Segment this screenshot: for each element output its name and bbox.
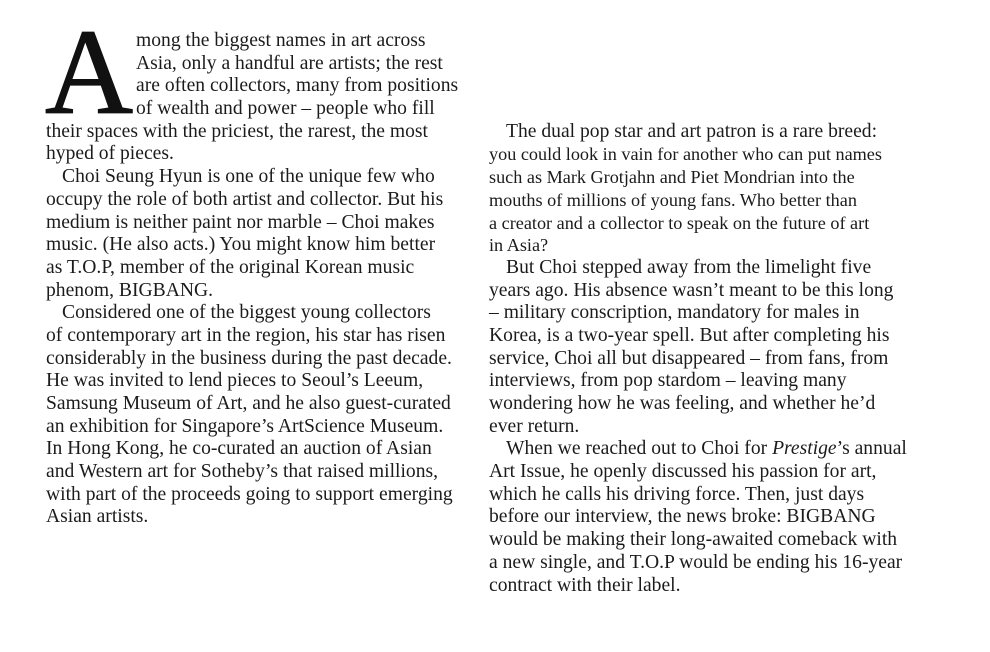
text-line: interviews, from pop stardom – leaving many [489, 370, 847, 392]
text-line: of contemporary art in the region, his star has risen [46, 324, 446, 346]
text-line: a new single, and T.O.P would be ending his 16-year [489, 551, 903, 573]
paragraph [46, 166, 470, 302]
text-line: Asian artists. [46, 506, 149, 528]
text-line: as T.O.P, member of the original Korean music [46, 256, 415, 278]
text-line: wondering how he was feeling, and whether he’d [489, 393, 876, 415]
text-segment: ’s annual [836, 438, 907, 460]
text-line: years ago. His absence wasn’t meant to be this long [489, 279, 894, 301]
text-line: with part of the proceeds going to support emerging [46, 483, 453, 505]
text-line: In Hong Kong, he co-curated an auction of Asian [46, 438, 432, 460]
text-line: occupy the role of both artist and collector. But his [46, 188, 444, 210]
text-line: their spaces with the priciest, the rarest, the most [46, 120, 428, 142]
drop-cap: A [45, 5, 134, 140]
text-line: He was invited to lend pieces to Seoul’s Leeum, [46, 370, 424, 392]
text-line: contract with their label. [489, 574, 681, 596]
text-line: hyped of pieces. [46, 143, 174, 165]
text-line: considerably in the business during the past decade. [46, 347, 452, 369]
text-line: you could look in vain for another who can put names [489, 144, 882, 165]
text-line: would be making their long-awaited comeback with [489, 529, 898, 551]
text-line: The dual pop star and art patron is a rare breed: [506, 120, 878, 142]
text-line: such as Mark Grotjahn and Piet Mondrian into the [489, 167, 855, 188]
text-line: – military conscription, mandatory for males in [489, 302, 860, 324]
text-line: ever return. [489, 415, 580, 437]
text-line: Samsung Museum of Art, and he also guest-curated [46, 393, 451, 414]
text-line: Asia, only a handful are artists; the rest [136, 52, 443, 74]
text-line: mouths of millions of young fans. Who better than [489, 189, 857, 210]
paragraph [46, 30, 470, 166]
left-column [46, 30, 470, 529]
text-line: music. (He also acts.) You might know him better [46, 234, 436, 256]
text-line: phenom, BIGBANG. [46, 279, 214, 301]
publication-name: Prestige [772, 438, 837, 460]
text-line: and Western art for Sotheby’s that raised millions, [46, 461, 439, 483]
text-line: in Asia? [489, 235, 549, 256]
text-line: Korea, is a two-year spell. But after completing his [489, 324, 890, 346]
text-segment: When we reached out to Choi for [506, 438, 773, 460]
paragraph [46, 302, 470, 529]
text-line: mong the biggest names in art across [136, 30, 426, 51]
text-line: which he calls his driving force. Then, just days [489, 483, 865, 505]
text-line: medium is neither paint nor marble – Choi makes [46, 211, 435, 233]
text-line: of wealth and power – people who fill [136, 98, 435, 120]
text-line: But Choi stepped away from the limelight five [506, 256, 872, 278]
text-line: before our interview, the news broke: BIGBANG [489, 506, 876, 528]
text-line: Choi Seung Hyun is one of the unique few who [62, 166, 435, 188]
paragraph [489, 438, 919, 597]
text-line: are often collectors, many from positions [136, 75, 459, 97]
text-line: a creator and a collector to speak on the future of art [489, 212, 870, 233]
text-line: Art Issue, he openly discussed his passion for art, [489, 461, 877, 483]
paragraph [489, 257, 919, 439]
text-line [489, 438, 919, 461]
paragraph [489, 121, 919, 257]
text-line: service, Choi all but disappeared – from fans, from [489, 347, 889, 369]
right-column [489, 121, 919, 597]
text-line: an exhibition for Singapore’s ArtScience Museum. [46, 415, 444, 437]
text-line: Considered one of the biggest young collectors [62, 302, 431, 324]
